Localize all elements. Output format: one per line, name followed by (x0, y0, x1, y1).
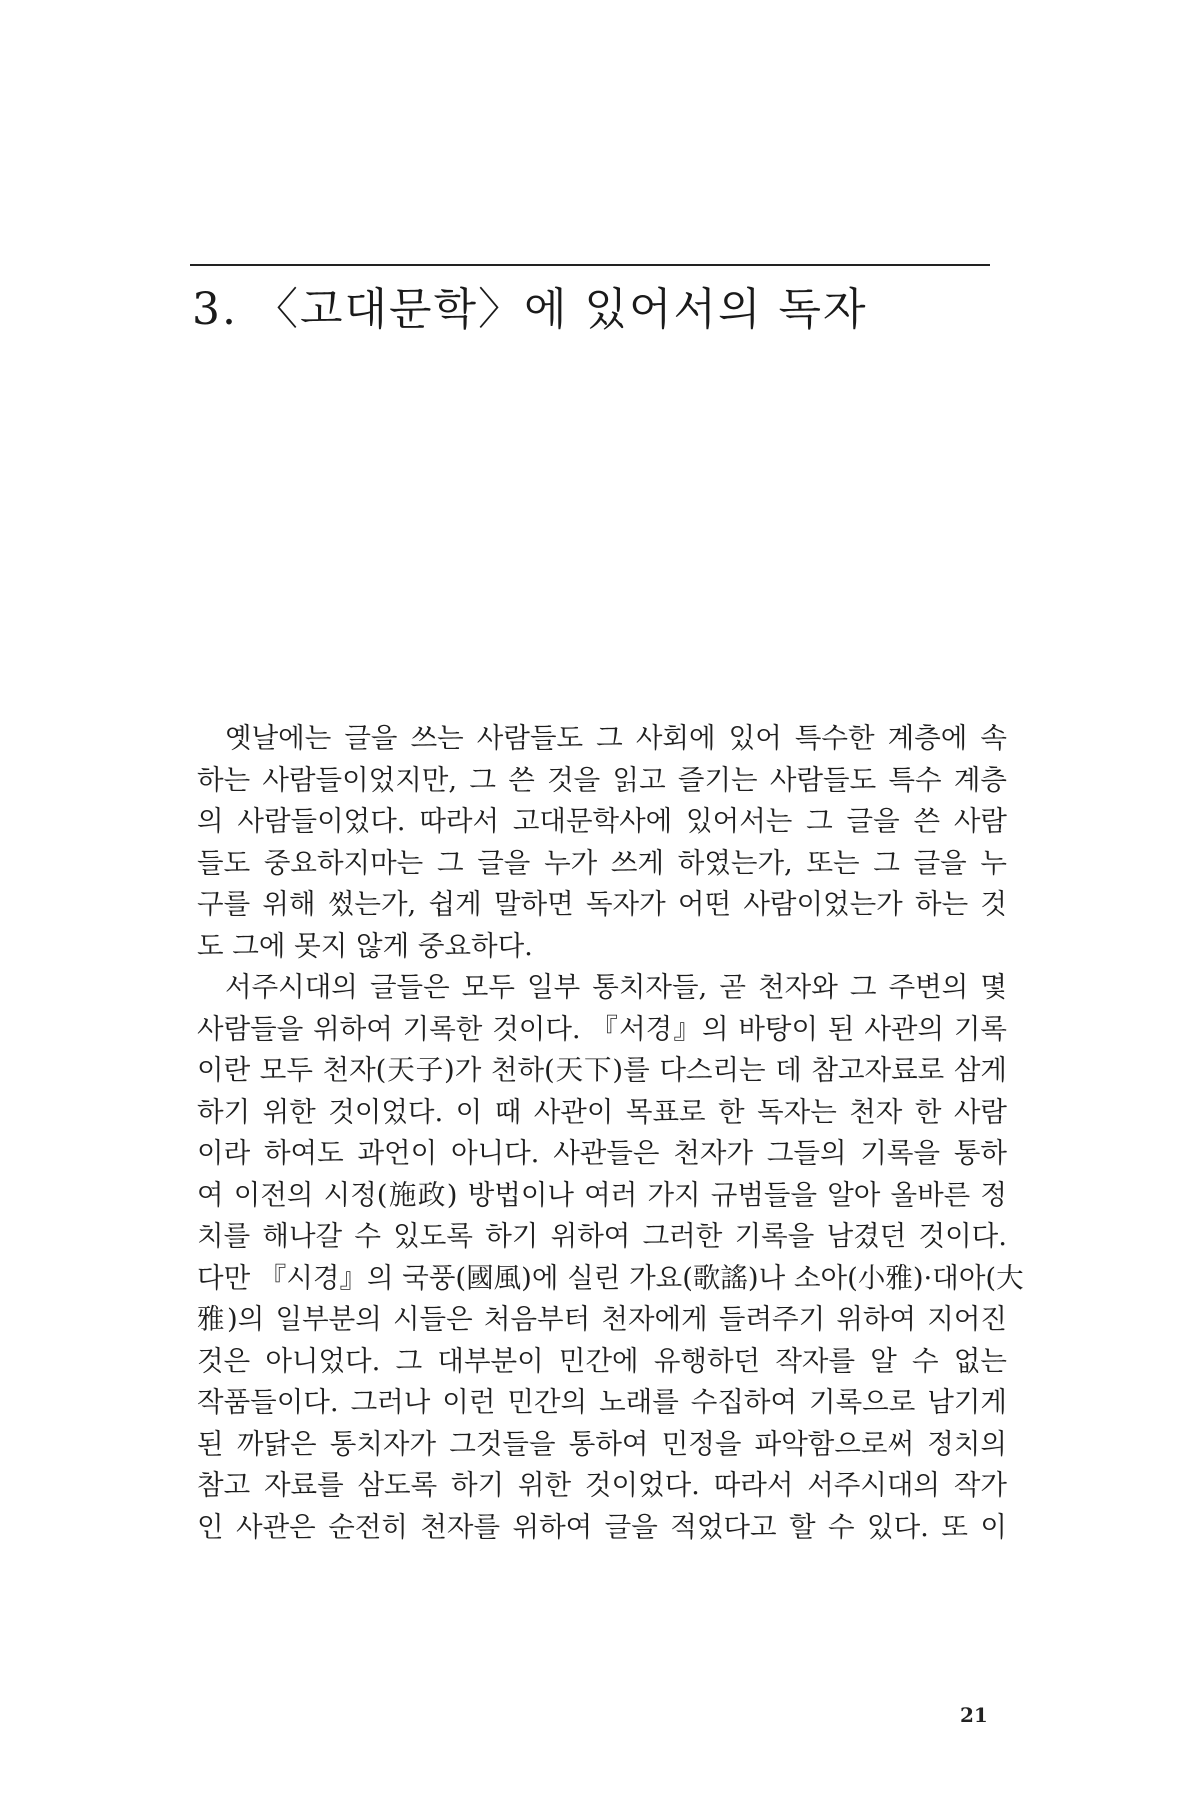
text-line: 사람들을 위하여 기록한 것이다. 『서경』의 바탕이 된 사관의 기록 (197, 1012, 1007, 1045)
text-line: 하는 사람들이었지만, 그 쓴 것을 읽고 즐기는 사람들도 특수 계층 (197, 763, 1007, 796)
text-line: 옛날에는 글을 쓰는 사람들도 그 사회에 있어 특수한 계층에 속 (225, 722, 1007, 754)
text-line: 구를 위해 썼는가, 쉽게 말하면 독자가 어떤 사람이었는가 하는 것 (197, 888, 1007, 920)
text-line: 雅)의 일부분의 시들은 처음부터 천자에게 들려주기 위하여 지어진 (197, 1303, 1007, 1335)
paragraph-1 (197, 718, 1007, 967)
text-line: 된 까닭은 통치자가 그것들을 통하여 민정을 파악함으로써 정치의 (197, 1427, 1007, 1460)
text-line: 하기 위한 것이었다. 이 때 사관이 목표로 한 독자는 천자 한 사람 (197, 1095, 1007, 1128)
text-line: 참고 자료를 삼도록 하기 위한 것이었다. 따라서 서주시대의 작가 (197, 1469, 1007, 1501)
body-text (197, 718, 1024, 1548)
text-line: 도 그에 못지 않게 중요하다. (197, 929, 533, 962)
text-line: 이란 모두 천자(天子)가 천하(天下)를 다스리는 데 참고자료로 삼게 (197, 1054, 1007, 1086)
section-rule (190, 264, 990, 266)
section-title: 3. 〈고대문학〉에 있어서의 독자 (192, 284, 868, 335)
paragraph-2 (197, 967, 1024, 1548)
text-line: 다만 『시경』의 국풍(國風)에 실린 가요(歌謠)나 소아(小雅)·대아(大 (197, 1261, 1024, 1294)
text-line: 치를 해나갈 수 있도록 하기 위하여 그러한 기록을 남겼던 것이다. (197, 1220, 1007, 1252)
text-line: 여 이전의 시정(施政) 방법이나 여러 가지 규범들을 알아 올바른 정 (197, 1178, 1007, 1211)
text-line: 서주시대의 글들은 모두 일부 통치자들, 곧 천자와 그 주변의 몇 (225, 971, 1007, 1003)
text-line: 작품들이다. 그러나 이런 민간의 노래를 수집하여 기록으로 남기게 (197, 1386, 1007, 1418)
page-number: 21 (960, 1703, 988, 1727)
text-line: 의 사람들이었다. 따라서 고대문학사에 있어서는 그 글을 쓴 사람 (197, 805, 1007, 837)
text-line: 이라 하여도 과언이 아니다. 사관들은 천자가 그들의 기록을 통하 (197, 1137, 1007, 1169)
text-line: 것은 아니었다. 그 대부분이 민간에 유행하던 작자를 알 수 없는 (197, 1344, 1007, 1377)
text-line: 인 사관은 순전히 천자를 위하여 글을 적었다고 할 수 있다. 또 이 (197, 1510, 1007, 1543)
text-line: 들도 중요하지마는 그 글을 누가 쓰게 하였는가, 또는 그 글을 누 (197, 846, 1007, 879)
